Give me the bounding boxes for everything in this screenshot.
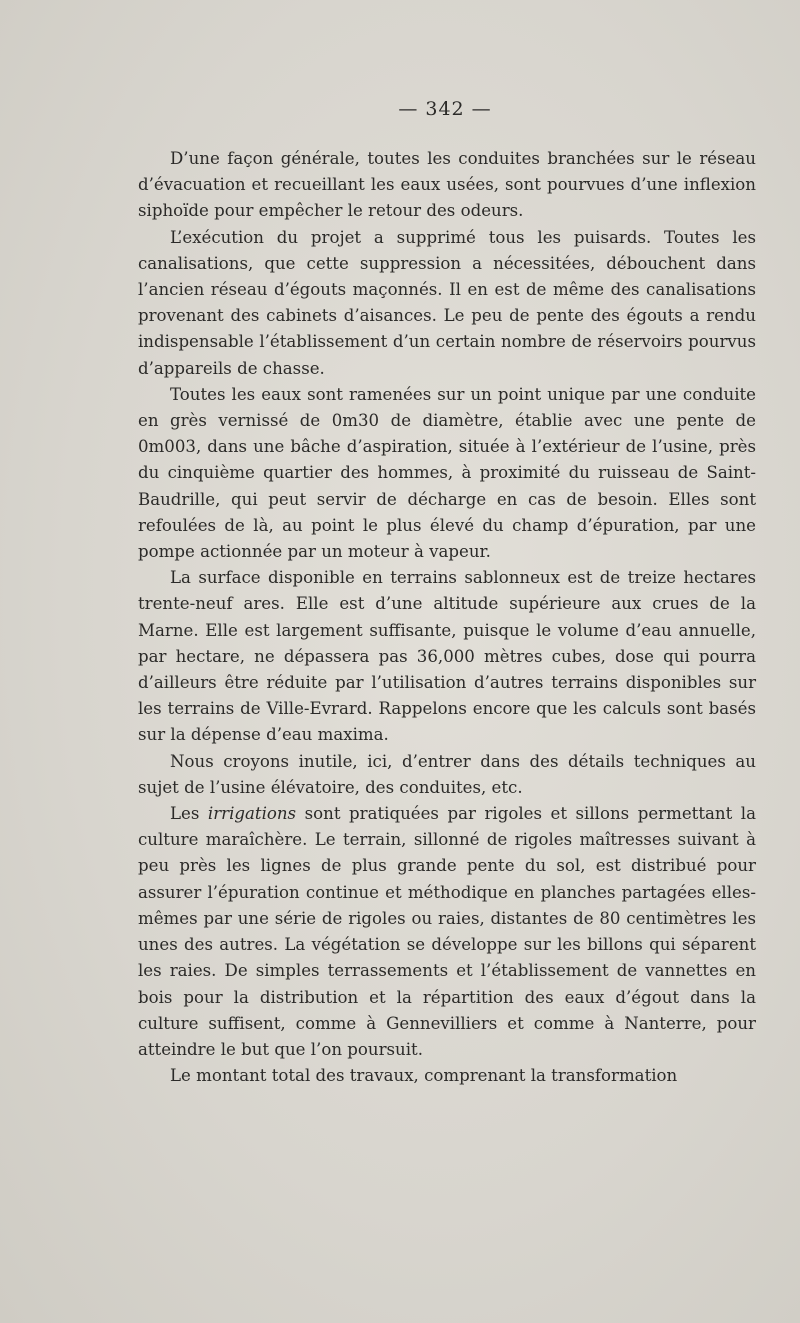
paragraph: L’exécution du projet a supprimé tous les puisards. Toutes les canalisations, que cette suppression a nécessitées, débouchent dans l’ancien réseau d’égouts maçonnés. Il en est de même des canalisations provenant des cabinets d’aisances. Le peu de pente des égouts a rendu indispensable l’établissement d’un certain nombre de réservoirs pourvus d’appareils de chasse. xyxy=(138,227,756,378)
italic-term: irrigations xyxy=(207,804,297,824)
paragraph-irrigations xyxy=(138,801,756,1063)
paragraph: La surface disponible en terrains sablonneux est de treize hectares trente-neuf ares. Elle est d’une altitude supérieure aux crues de la Marne. Elle est largement suffisante, puisque le volume d’eau annuelle, par hectare, ne dépassera pas 36,000 mètres cubes, dose qui pourra d’ailleurs être réduite par l’utilisation d’autres terrains disponibles sur les terrains de Ville-Evrard. Rappelons encore que les calculs sont basés sur la dépense d’eau maxima. xyxy=(138,568,756,745)
paragraph-lead: Les xyxy=(170,804,208,824)
body-text xyxy=(138,146,756,1089)
paragraph-rest: sont pratiquées par rigoles et sillons permettant la culture maraîchère. Le terrain, sillonné de rigoles maîtresses suivant à peu près les lignes de plus grande pente du sol, est distribué pour assurer l’épuration continue et méthodique en planches partagées elles-mêmes par une série de rigoles ou raies, distantes de 80 centimètres les unes des autres. La végétation se développe sur les billons qui séparent les raies. De simples terrassements et l’établissement de vannettes en bois pour la distribution et la répartition des eaux d’égout dans la culture suffisent, comme à Gennevilliers et comme à Nanterre, pour atteindre le but que l’on poursuit. xyxy=(138,804,756,1059)
paragraph: Le montant total des travaux, comprenant la transformation xyxy=(170,1066,678,1086)
paragraph: Nous croyons inutile, ici, d’entrer dans des détails techniques au sujet de l’usine élévatoire, des conduites, etc. xyxy=(138,751,756,797)
page-number: — 342 — xyxy=(398,98,492,120)
paragraph: D’une façon générale, toutes les conduites branchées sur le réseau d’évacuation et recueillant les eaux usées, sont pourvues d’une inflexion siphoïde pour empêcher le retour des odeurs. xyxy=(138,149,756,221)
paragraph: Toutes les eaux sont ramenées sur un point unique par une conduite en grès vernissé de 0m30 de diamètre, établie avec une pente de 0m003, dans une bâche d’aspiration, située à l’extérieur de l’usine, près du cinquième quartier des hommes, à proximité du ruisseau de Saint-Baudrille, qui peut servir de décharge en cas de besoin. Elles sont refoulées de là, au point le plus élevé du champ d’épuration, par une pompe actionnée par un moteur à vapeur. xyxy=(138,384,756,562)
